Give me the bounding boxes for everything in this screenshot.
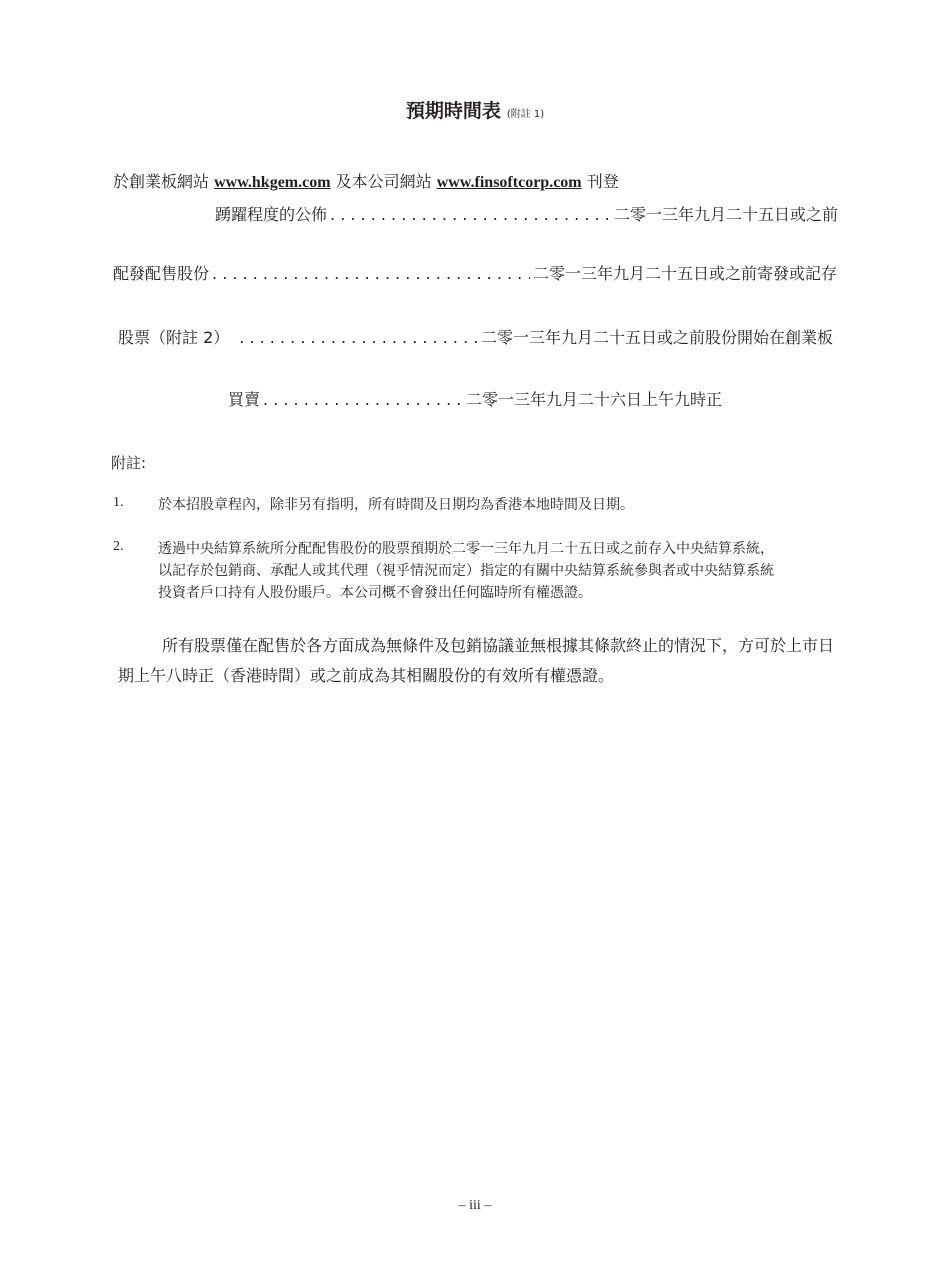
page-number: – iii – — [458, 1198, 492, 1213]
note-2-line: 投資者戶口持有人股份賬戶。本公司概不會發出任何臨時所有權憑證。 — [158, 585, 592, 601]
row-value: 二零一三年九月二十五日或之前股份開始在創業板 — [480, 328, 833, 347]
finsoftcorp-link[interactable]: www.finsoftcorp.com — [436, 174, 582, 191]
row-label: 於創業板網站 — [113, 172, 210, 191]
note-number: 1. — [113, 495, 124, 510]
page-title — [0, 96, 950, 123]
row-value: 二零一三年九月二十五日或之前寄發或記存 — [532, 264, 837, 283]
notes-heading: 附註: — [111, 454, 147, 472]
row-label: 股票（附註 2） — [118, 328, 230, 347]
title-text: 預期時間表 — [405, 100, 501, 122]
row-label: 配發配售股份 — [113, 264, 210, 283]
timetable-row-1 — [215, 204, 838, 226]
note-2-line: 透過中央結算系統所分配配售股份的股票預期於二零一三年九月二十五日或之前存入中央結算系統， — [158, 541, 774, 557]
row-value: 二零一三年九月二十六日上午九時正 — [465, 390, 722, 409]
dot-leader — [330, 204, 611, 226]
timetable-row-1-line1 — [113, 171, 619, 194]
note-2-line: 以記存於包銷商、承配人或其代理（視乎情況而定）指定的有關中央結算系統參與者或中央結算系統 — [158, 563, 774, 579]
body-paragraph: 所有股票僅在配售於各方面成為無條件及包銷協議並無根據其條款終止的情況下，方可於上市日期上午八時正（香港時間）或之前成為其相關股份的有效所有權憑證。 — [118, 636, 835, 685]
dot-leader — [212, 263, 530, 285]
note-number: 2. — [113, 539, 124, 554]
row-label: 刊登 — [586, 172, 619, 191]
timetable-row-4 — [228, 389, 722, 411]
row-label: 踴躍程度的公佈 — [215, 205, 328, 224]
title-note: (附註 1) — [506, 109, 545, 120]
note-1-line: 於本招股章程內，除非另有指明，所有時間及日期均為香港本地時間及日期。 — [158, 497, 634, 513]
dot-leader — [263, 389, 463, 411]
timetable-row-3 — [118, 327, 833, 349]
row-label: 買賣 — [228, 390, 261, 409]
timetable-row-2 — [113, 263, 837, 285]
hkgem-link[interactable]: www.hkgem.com — [214, 174, 331, 191]
dot-leader — [239, 327, 478, 349]
row-label: 及本公司網站 — [335, 172, 432, 191]
row-value: 二零一三年九月二十五日或之前 — [613, 205, 838, 224]
